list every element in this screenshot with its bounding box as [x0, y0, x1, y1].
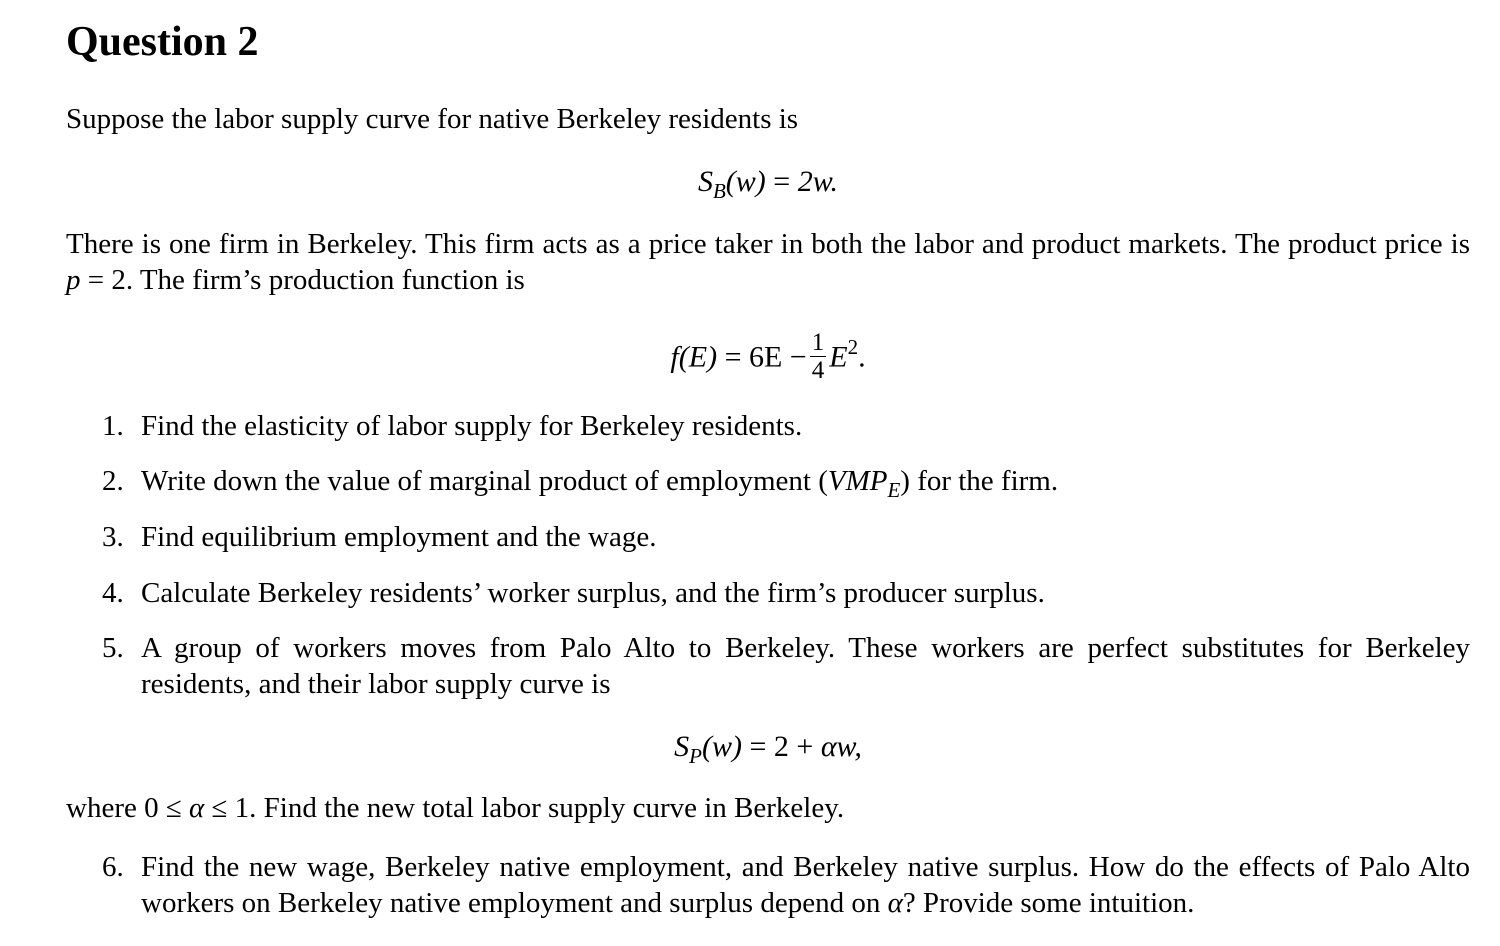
eq3-subscript: P [689, 744, 702, 768]
list-item [102, 849, 1470, 921]
list-item-number: 1. [102, 410, 124, 442]
intro-text: Suppose the labor supply curve for native Berkeley residents is [66, 103, 799, 135]
alpha-symbol: α [887, 887, 903, 919]
equation-production-function [0, 329, 1500, 387]
eq2-fraction-denominator: 4 [811, 357, 825, 384]
list-item-text: Write down the value of marginal product of employment ( [141, 465, 828, 497]
list-item-number: 6. [102, 851, 124, 883]
eq1-symbol: S [697, 165, 713, 198]
where-clause-part-b: ≤ 1. Find the new total labor supply curve in Berkeley. [204, 792, 845, 824]
firm-paragraph [66, 226, 1470, 298]
eq1-rhs: 2w. [797, 165, 839, 198]
list-item-text: Find the elasticity of labor supply for Berkeley residents. [141, 410, 803, 442]
vmp-symbol: VMP [827, 465, 888, 497]
firm-paragraph-part-a: There is one firm in Berkeley. This firm acts as a price taker in both the labor and product markets. The product price is [66, 228, 1470, 260]
eq3-symbol: S [674, 730, 690, 763]
list-item-number: 4. [102, 577, 124, 609]
list-item [102, 575, 1470, 611]
list-item-text-end: ? Provide some intuition. [902, 887, 1195, 919]
list-item [102, 408, 1470, 444]
list-item-number: 3. [102, 521, 124, 553]
eq3-argument: (w) [701, 730, 742, 763]
eq1-equals: = [773, 165, 791, 198]
firm-paragraph-part-b: = 2. The firm’s production function is [80, 264, 525, 296]
eq2-exponent: 2 [847, 335, 859, 360]
question-heading: Question 2 [66, 19, 259, 65]
eq2-term1: 6E − [748, 340, 807, 374]
list-item-text: Find equilibrium employment and the wage. [141, 521, 657, 553]
list-item [102, 463, 1470, 502]
price-symbol: p [66, 264, 81, 296]
list-item [102, 630, 1470, 702]
eq2-fraction [810, 330, 827, 385]
equation-paloalto-supply [0, 727, 1500, 769]
equation-berkeley-supply [0, 162, 1500, 204]
list-item-text-end: ) for the firm. [900, 465, 1059, 497]
list-item [102, 519, 1470, 555]
eq2-variable: E [829, 340, 848, 374]
where-clause [66, 790, 1470, 826]
list-item-text: Find the new wage, Berkeley native employment, and Berkeley native surplus. How do the effects of Palo Alto workers on Berkeley native employment and surplus depend on [141, 851, 1470, 919]
eq2-fraction-numerator: 1 [811, 329, 825, 356]
eq3-equals: = [749, 730, 767, 763]
eq3-rhs-constant: 2 + [773, 730, 814, 763]
list-item-number: 5. [102, 632, 124, 664]
eq1-argument: (w) [725, 165, 766, 198]
vmp-subscript: E [887, 478, 901, 502]
eq2-equals: = [724, 340, 742, 374]
where-clause-part-a: where 0 ≤ [66, 792, 190, 824]
alpha-symbol: α [189, 792, 205, 824]
list-item-text: Calculate Berkeley residents’ worker surplus, and the firm’s producer surplus. [141, 577, 1045, 609]
eq2-lhs: f(E) [670, 340, 718, 374]
eq3-rhs-term: αw, [820, 730, 862, 763]
list-item-text: A group of workers moves from Palo Alto to Berkeley. These workers are perfect substitutes for Berkeley residents, and their labor supply curve is [141, 632, 1470, 700]
eq2-tail: . [858, 340, 866, 374]
list-item-number: 2. [102, 465, 124, 497]
eq1-subscript: B [712, 179, 726, 203]
